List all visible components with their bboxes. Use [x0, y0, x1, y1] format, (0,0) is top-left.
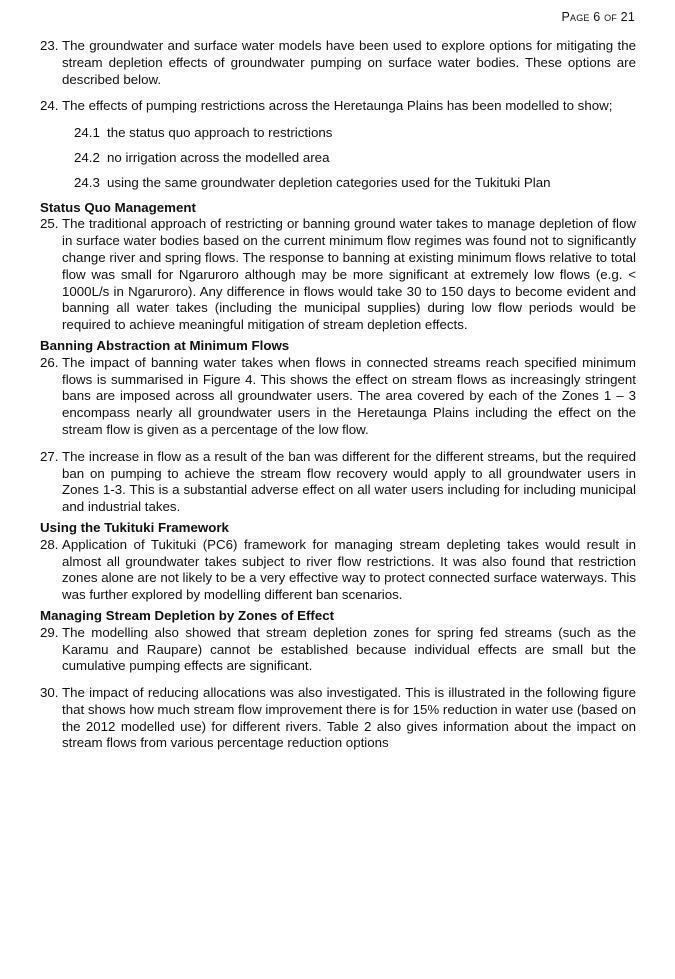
paragraph-23 — [40, 38, 636, 88]
paragraph-number: 30. — [40, 685, 59, 701]
paragraph-29 — [40, 625, 636, 675]
paragraph-number: 23. — [40, 38, 59, 53]
sub-item-number: 24.1 — [74, 125, 100, 141]
paragraph-text: Application of Tukituki (PC6) framework for managing stream depleting takes would result in almost all groundwater takes subject to river flow restrictions. It was also found that restriction zones alone are not likely to be a very effective way to protect connected surface waterways. This was further explored by modelling different ban scenarios. — [62, 536, 636, 603]
paragraph-text: The groundwater and surface water models have been used to explore options for mitigating the stream depletion effects of groundwater pumping on surface water bodies. These options are described below. — [62, 38, 636, 87]
paragraph-number: 24. — [40, 98, 59, 114]
paragraph-24 — [40, 98, 636, 115]
section-heading-zones-of-effect: Managing Stream Depletion by Zones of Effect — [40, 607, 335, 623]
sub-item-number: 24.2 — [74, 149, 100, 165]
paragraph-text: The impact of reducing allocations was also investigated. This is illustrated in the following figure that shows how much stream flow improvement there is for 15% reduction in water use (based on the 2012 modelled use) for different rivers. Table 2 also gives information about the impact on stream flows from various percentage reduction options — [62, 685, 636, 751]
sub-item-24-1 — [74, 125, 636, 142]
paragraph-number: 29. — [40, 624, 59, 640]
paragraph-number: 27. — [40, 448, 59, 464]
paragraph-text: The effects of pumping restrictions across the Heretaunga Plains has been modelled to show; — [62, 98, 613, 114]
section-heading-banning-abstraction: Banning Abstraction at Minimum Flows — [40, 337, 290, 353]
paragraph-number: 28. — [40, 536, 59, 552]
sub-item-24-3 — [74, 175, 636, 192]
sub-item-number: 24.3 — [74, 174, 100, 190]
paragraph-25 — [40, 216, 636, 334]
paragraph-number: 26. — [40, 354, 59, 370]
section-heading-status-quo: Status Quo Management — [40, 199, 196, 215]
paragraph-30 — [40, 685, 636, 752]
document-body — [40, 38, 636, 762]
sub-item-text: no irrigation across the modelled area — [107, 149, 330, 165]
paragraph-text: The increase in flow as a result of the ban was different for the different streams, but the required ban on pumping to achieve the stream flow recovery would apply to all groundwater users in Zones 1-3. This is a substantial adverse effect on all water users including for including municipal and industrial takes. — [62, 448, 636, 515]
paragraph-number: 25. — [40, 216, 59, 232]
paragraph-text: The impact of banning water takes when flows in connected streams reach specified minimum flows is summarised in Figure 4. This shows the effect on stream flows as increasingly stringent bans are imposed across all groundwater users. The area covered by each of the Zones 1 – 3 encompass nearly all groundwater users in the Heretaunga Plains including the effect on the stream flow is given as a percentage of the low flow. — [62, 354, 636, 437]
sub-item-24-2 — [74, 150, 636, 167]
paragraph-26 — [40, 355, 636, 439]
page-number-label: Page 6 of 21 — [561, 10, 635, 24]
paragraph-27 — [40, 449, 636, 516]
paragraph-text: The traditional approach of restricting or banning ground water takes to manage depletion of flow in surface water bodies based on the current minimum flow regimes was found not to significantly change river and spring flows. The response to banning at existing minimum flows relative to total flow was small for Ngaruroro although may be more significant at extremely low flows (e.g. < 1000L/s in Ngaruroro). Any difference in flows would take 30 to 150 days to become evident and banning all water takes (including the municipal supplies) during low flow periods would be required to achieve meaningful mitigation of stream depletion effects. — [62, 216, 636, 333]
paragraph-text: The modelling also showed that stream depletion zones for spring fed streams (such as the Karamu and Raupare) cannot be established because individual effects are small but the cumulative pumping effects are significant. — [62, 624, 636, 674]
sub-item-text: the status quo approach to restrictions — [107, 125, 333, 141]
paragraph-28 — [40, 537, 636, 604]
sub-item-text: using the same groundwater depletion categories used for the Tukituki Plan — [107, 174, 551, 190]
section-heading-tukituki-framework: Using the Tukituki Framework — [40, 519, 229, 535]
